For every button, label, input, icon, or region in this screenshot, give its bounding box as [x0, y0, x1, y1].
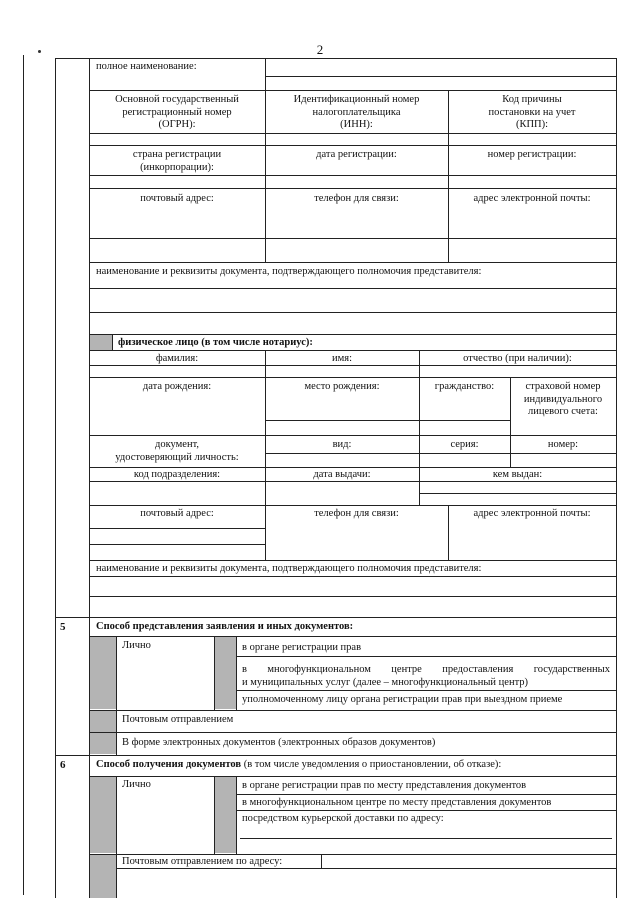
section-6-mail-checkbox[interactable] — [90, 855, 116, 898]
ogrn-label: Основной государственный регистрационный номер (ОГРН): — [115, 94, 239, 130]
id-number-label: номер: — [547, 439, 579, 450]
section-6-opt-registry: в органе регистрации прав по месту представления документов — [242, 780, 527, 791]
section-6-in-person-checkbox[interactable] — [90, 777, 116, 853]
citizenship-label: гражданство: — [434, 381, 495, 392]
issue-date-label: дата выдачи: — [313, 469, 371, 480]
section-6-opt-courier: посредством курьерской доставки по адресу: — [242, 813, 444, 824]
dept-code-label: код подразделения: — [133, 469, 221, 480]
section-5-mail-checkbox[interactable] — [90, 711, 116, 732]
left-margin-line — [23, 55, 24, 895]
frame-left — [55, 58, 56, 898]
ind-authority-doc-label: наименование и реквизиты документа, подтверждающего полномочия представителя: — [96, 563, 482, 574]
legal-authority-doc-label: наименование и реквизиты документа, подтверждающего полномочия представителя: — [96, 266, 482, 277]
section-5-opt-field-visit: уполномоченному лицу органа регистрации прав при выездном приеме — [242, 694, 563, 705]
section-6-number: 6 — [60, 759, 66, 771]
section-5-in-person-label: Лично — [122, 640, 151, 651]
section-5-electronic-label: В форме электронных документов (электронных образов документов) — [122, 737, 436, 748]
id-kind-label: вид: — [332, 439, 352, 450]
courier-address-line — [240, 838, 612, 839]
section-5-opt-mfc-line2: и муниципальных услуг (далее – многофункциональный центр) — [242, 677, 529, 688]
legal-email-label: адрес электронной почты: — [473, 193, 591, 204]
full-name-label: полное наименование: — [96, 61, 197, 72]
kpp-label: Код причины постановки на учет (КПП): — [488, 94, 576, 130]
snils-label: страховой номер индивидуального лицевого счета: — [523, 381, 603, 417]
legal-phone-label: телефон для связи: — [314, 193, 399, 204]
reg-number-label: номер регистрации: — [487, 149, 577, 160]
surname-label: фамилия: — [155, 353, 199, 364]
inn-label: Идентификационный номер налогоплательщика (ИНН): — [293, 94, 420, 130]
section-5-suboption-checkboxes[interactable] — [215, 637, 236, 709]
ind-email-label: адрес электронной почты: — [473, 508, 591, 519]
patronymic-label: отчество (при наличии): — [463, 353, 572, 364]
page-number: 2 — [316, 42, 324, 57]
section-5-electronic-checkbox[interactable] — [90, 733, 116, 754]
individual-checkbox[interactable] — [90, 335, 112, 350]
issued-by-label: кем выдан: — [492, 469, 543, 480]
legal-postal-label: почтовый адрес: — [140, 193, 214, 204]
frame-top — [55, 58, 616, 59]
id-series-label: серия: — [450, 439, 479, 450]
birth-date-label: дата рождения: — [142, 381, 212, 392]
section-5-title: Способ представления заявления и иных документов: — [96, 621, 354, 632]
section-6-in-person-label: Лично — [122, 779, 151, 790]
section-6-opt-mfc: в многофункциональном центре по месту представления документов — [242, 797, 552, 808]
section-5-in-person-checkbox[interactable] — [90, 637, 116, 709]
ind-phone-label: телефон для связи: — [314, 508, 399, 519]
section-5-number: 5 — [60, 621, 66, 633]
section-5-mail-label: Почтовым отправлением — [122, 714, 234, 725]
individual-header: физическое лицо (в том числе нотариус): — [118, 337, 313, 348]
section-5-opt-mfc-line1: в многофункциональном центре предоставления государственных — [242, 664, 610, 675]
section-5-opt-registry: в органе регистрации прав — [242, 642, 362, 653]
ind-postal-label: почтовый адрес: — [140, 508, 214, 519]
country-label: страна регистрации (инкорпорации): — [132, 149, 222, 173]
scan-dot — [38, 50, 41, 53]
birth-place-label: место рождения: — [304, 381, 380, 392]
section-6-mail-label: Почтовым отправлением по адресу: — [122, 856, 283, 867]
name-label: имя: — [331, 353, 352, 364]
section-6-suboption-checkboxes[interactable] — [215, 777, 236, 853]
frame-right — [616, 58, 617, 898]
section-6-title: Способ получения документов (в том числе уведомления о приостановлении, об отказе): — [96, 759, 502, 770]
reg-date-label: дата регистрации: — [316, 149, 397, 160]
id-document-label: документ, удостоверяющий личность: — [115, 439, 239, 463]
